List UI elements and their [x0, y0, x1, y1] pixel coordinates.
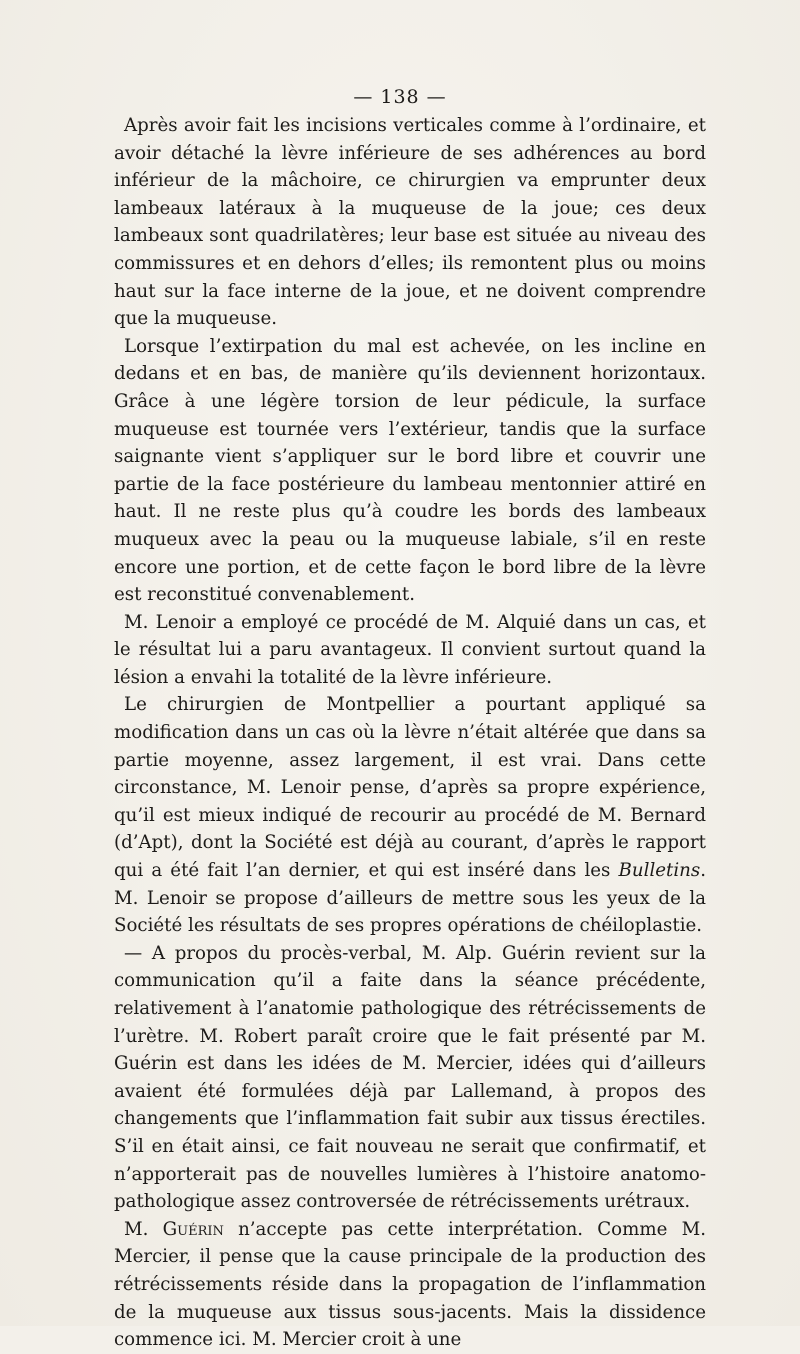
paragraph-4-tail: . M. Lenoir se propose d’ailleurs de mettre sous les yeux de la Société les résultats de ses propres opérations de chéiloplastie.	[114, 860, 706, 937]
paragraph-5: — A propos du procès-verbal, M. Alp. Guérin revient sur la communication qu’il a faite dans la séance précédente, relativement à l’anatomie pathologique des rétrécissements de l’urètre. M. Robert paraît croire que le fait présenté par M. Guérin est dans les idées de M. Mercier, idées qui d’ailleurs avaient été formulées déjà par Lallemand, à propos des changements que l’inflammation fait subir aux tissus érectiles. S’il en était ainsi, ce fait nouveau ne serait que confirmatif, et n’apporterait pas de nouvelles lumières à l’histoire anatomo-pathologique assez controversée de rétrécissements urétraux.	[114, 942, 706, 1213]
bulletins-italic: Bulletins	[618, 860, 701, 882]
paragraph-4-text: Le chirurgien de Montpellier a pourtant appliqué sa modification dans un cas où la lèvre n’était altérée que dans sa partie moyenne, assez largement, il est vrai. Dans cette circonstance, M. Lenoir pense, d’après sa propre expérience, qu’il est mieux indiqué de recourir au procédé de M. Bernard (d’Apt), dont la Société est déjà au courant, d’après le rapport qui a été fait l’an dernier, et qui est inséré dans les	[114, 694, 706, 882]
paragraph-2: Lorsque l’extirpation du mal est achevée, on les incline en dedans et en bas, de manière qu’ils deviennent horizontaux. Grâce à une légère torsion de leur pédicule, la surface muqueuse est tournée vers l’extérieur, tandis que la surface saignante vient s’appliquer sur le bord libre et couvrir une partie de la face postérieure du lambeau mentonnier attiré en haut. Il ne reste plus qu’à coudre les bords des lambeaux muqueux avec la peau ou la muqueuse labiale, s’il en reste encore une portion, et de cette façon le bord libre de la lèvre est reconstitué convenablement.	[114, 335, 706, 606]
paragraph-4	[114, 691, 706, 939]
body-text	[114, 112, 706, 1354]
paragraph-6-prefix: M.	[124, 1218, 149, 1240]
paragraph-6	[114, 1216, 706, 1354]
paragraph-6-rest: n’accepte pas cette interprétation. Comme M. Mercier, il pense que la cause principale de la production des rétrécissements réside dans la propagation de l’inflammation de la muqueuse aux tissus sous-jacents. Mais la dissidence commence ici. M. Mercier croit à une	[114, 1218, 706, 1351]
guerin-name: Guérin	[162, 1218, 224, 1240]
page-number: — 138 —	[353, 86, 447, 108]
paragraph-3: M. Lenoir a employé ce procédé de M. Alquié dans un cas, et le résultat lui a paru avantageux. Il convient surtout quand la lésion a envahi la totalité de la lèvre inférieure.	[114, 611, 706, 688]
paragraph-1: Après avoir fait les incisions verticales comme à l’ordinaire, et avoir détaché la lèvre inférieure de ses adhérences au bord inférieur de la mâchoire, ce chirurgien va emprunter deux lambeaux latéraux à la muqueuse de la joue; ces deux lambeaux sont quadrilatères; leur base est située au niveau des commissures et en dehors d’elles; ils remontent plus ou moins haut sur la face interne de la joue, et ne doivent comprendre que la muqueuse.	[114, 115, 706, 330]
